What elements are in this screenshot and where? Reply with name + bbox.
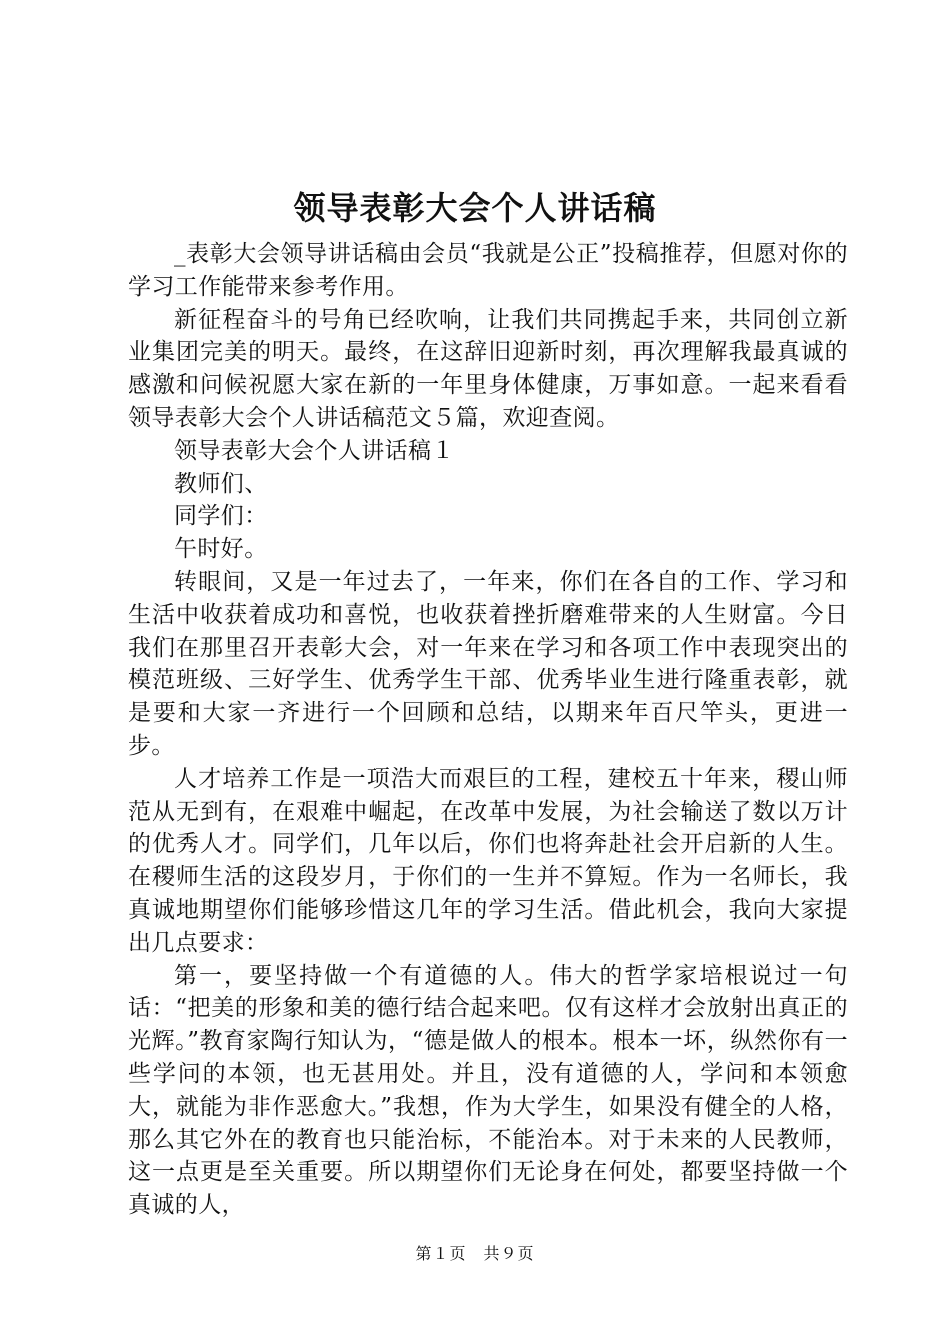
page-number-footer: 第１页 共９页 — [415, 1244, 535, 1263]
paragraph: 同学们： — [174, 503, 268, 530]
paragraph: 转眼间，又是一年过去了，一年来，你们在各自的工作、学习和生活中收获着成功和喜悦，也收获着挫折磨难带来的人生财富。今日我们在那里召开表彰大会，对一年来在学习和各项工作中表现突出的模范班级、三好学生、优秀学生干部、优秀毕业生进行隆重表彰，就是要和大家一齐进行一个回顾和总结，以期来年百尺竿头，更进一步。 — [128, 568, 848, 759]
paragraph: _表彰大会领导讲话稿由会员“我就是公正”投稿推荐，但愿对你的学习工作能带来参考作用。 — [128, 241, 848, 300]
document-body — [128, 238, 848, 1222]
paragraph: 第一，要坚持做一个有道德的人。伟大的哲学家培根说过一句话：“把美的形象和美的德行结合起来吧。仅有这样才会放射出真正的光辉。”教育家陶行知认为，“德是做人的根本。根本一坏，纵然你有一些学问的本领，也无甚用处。并且，没有道德的人，学问和本领愈大，就能为非作恶愈大。”我想，作为大学生，如果没有健全的人格，那么其它外在的教育也只能治标，不能治本。对于未来的人民教师，这一点更是至关重要。所以期望你们无论身在何处，都要坚持做一个真诚的人， — [128, 962, 848, 1219]
document-title: 领导表彰大会个人讲话稿 — [293, 189, 657, 227]
paragraph: 教师们、 — [174, 470, 268, 497]
paragraph: 新征程奋斗的号角已经吹响，让我们共同携起手来，共同创立新业集团完美的明天。最终，在这辞旧迎新时刻，再次理解我最真诚的感激和问候祝愿大家在新的一年里身体健康，万事如意。一起来看看领导表彰大会个人讲话稿范文５篇，欢迎查阅。 — [128, 306, 848, 431]
paragraph: 午时好。 — [174, 536, 268, 563]
paragraph: 领导表彰大会个人讲话稿１ — [174, 437, 455, 464]
paragraph: 人才培养工作是一项浩大而艰巨的工程，建校五十年来，稷山师范从无到有，在艰难中崛起，在改革中发展，为社会输送了数以万计的优秀人才。同学们，几年以后，你们也将奔赴社会开启新的人生。在稷师生活的这段岁月，于你们的一生并不算短。作为一名师长，我真诚地期望你们能够珍惜这几年的学习生活。借此机会，我向大家提出几点要求： — [128, 765, 848, 956]
